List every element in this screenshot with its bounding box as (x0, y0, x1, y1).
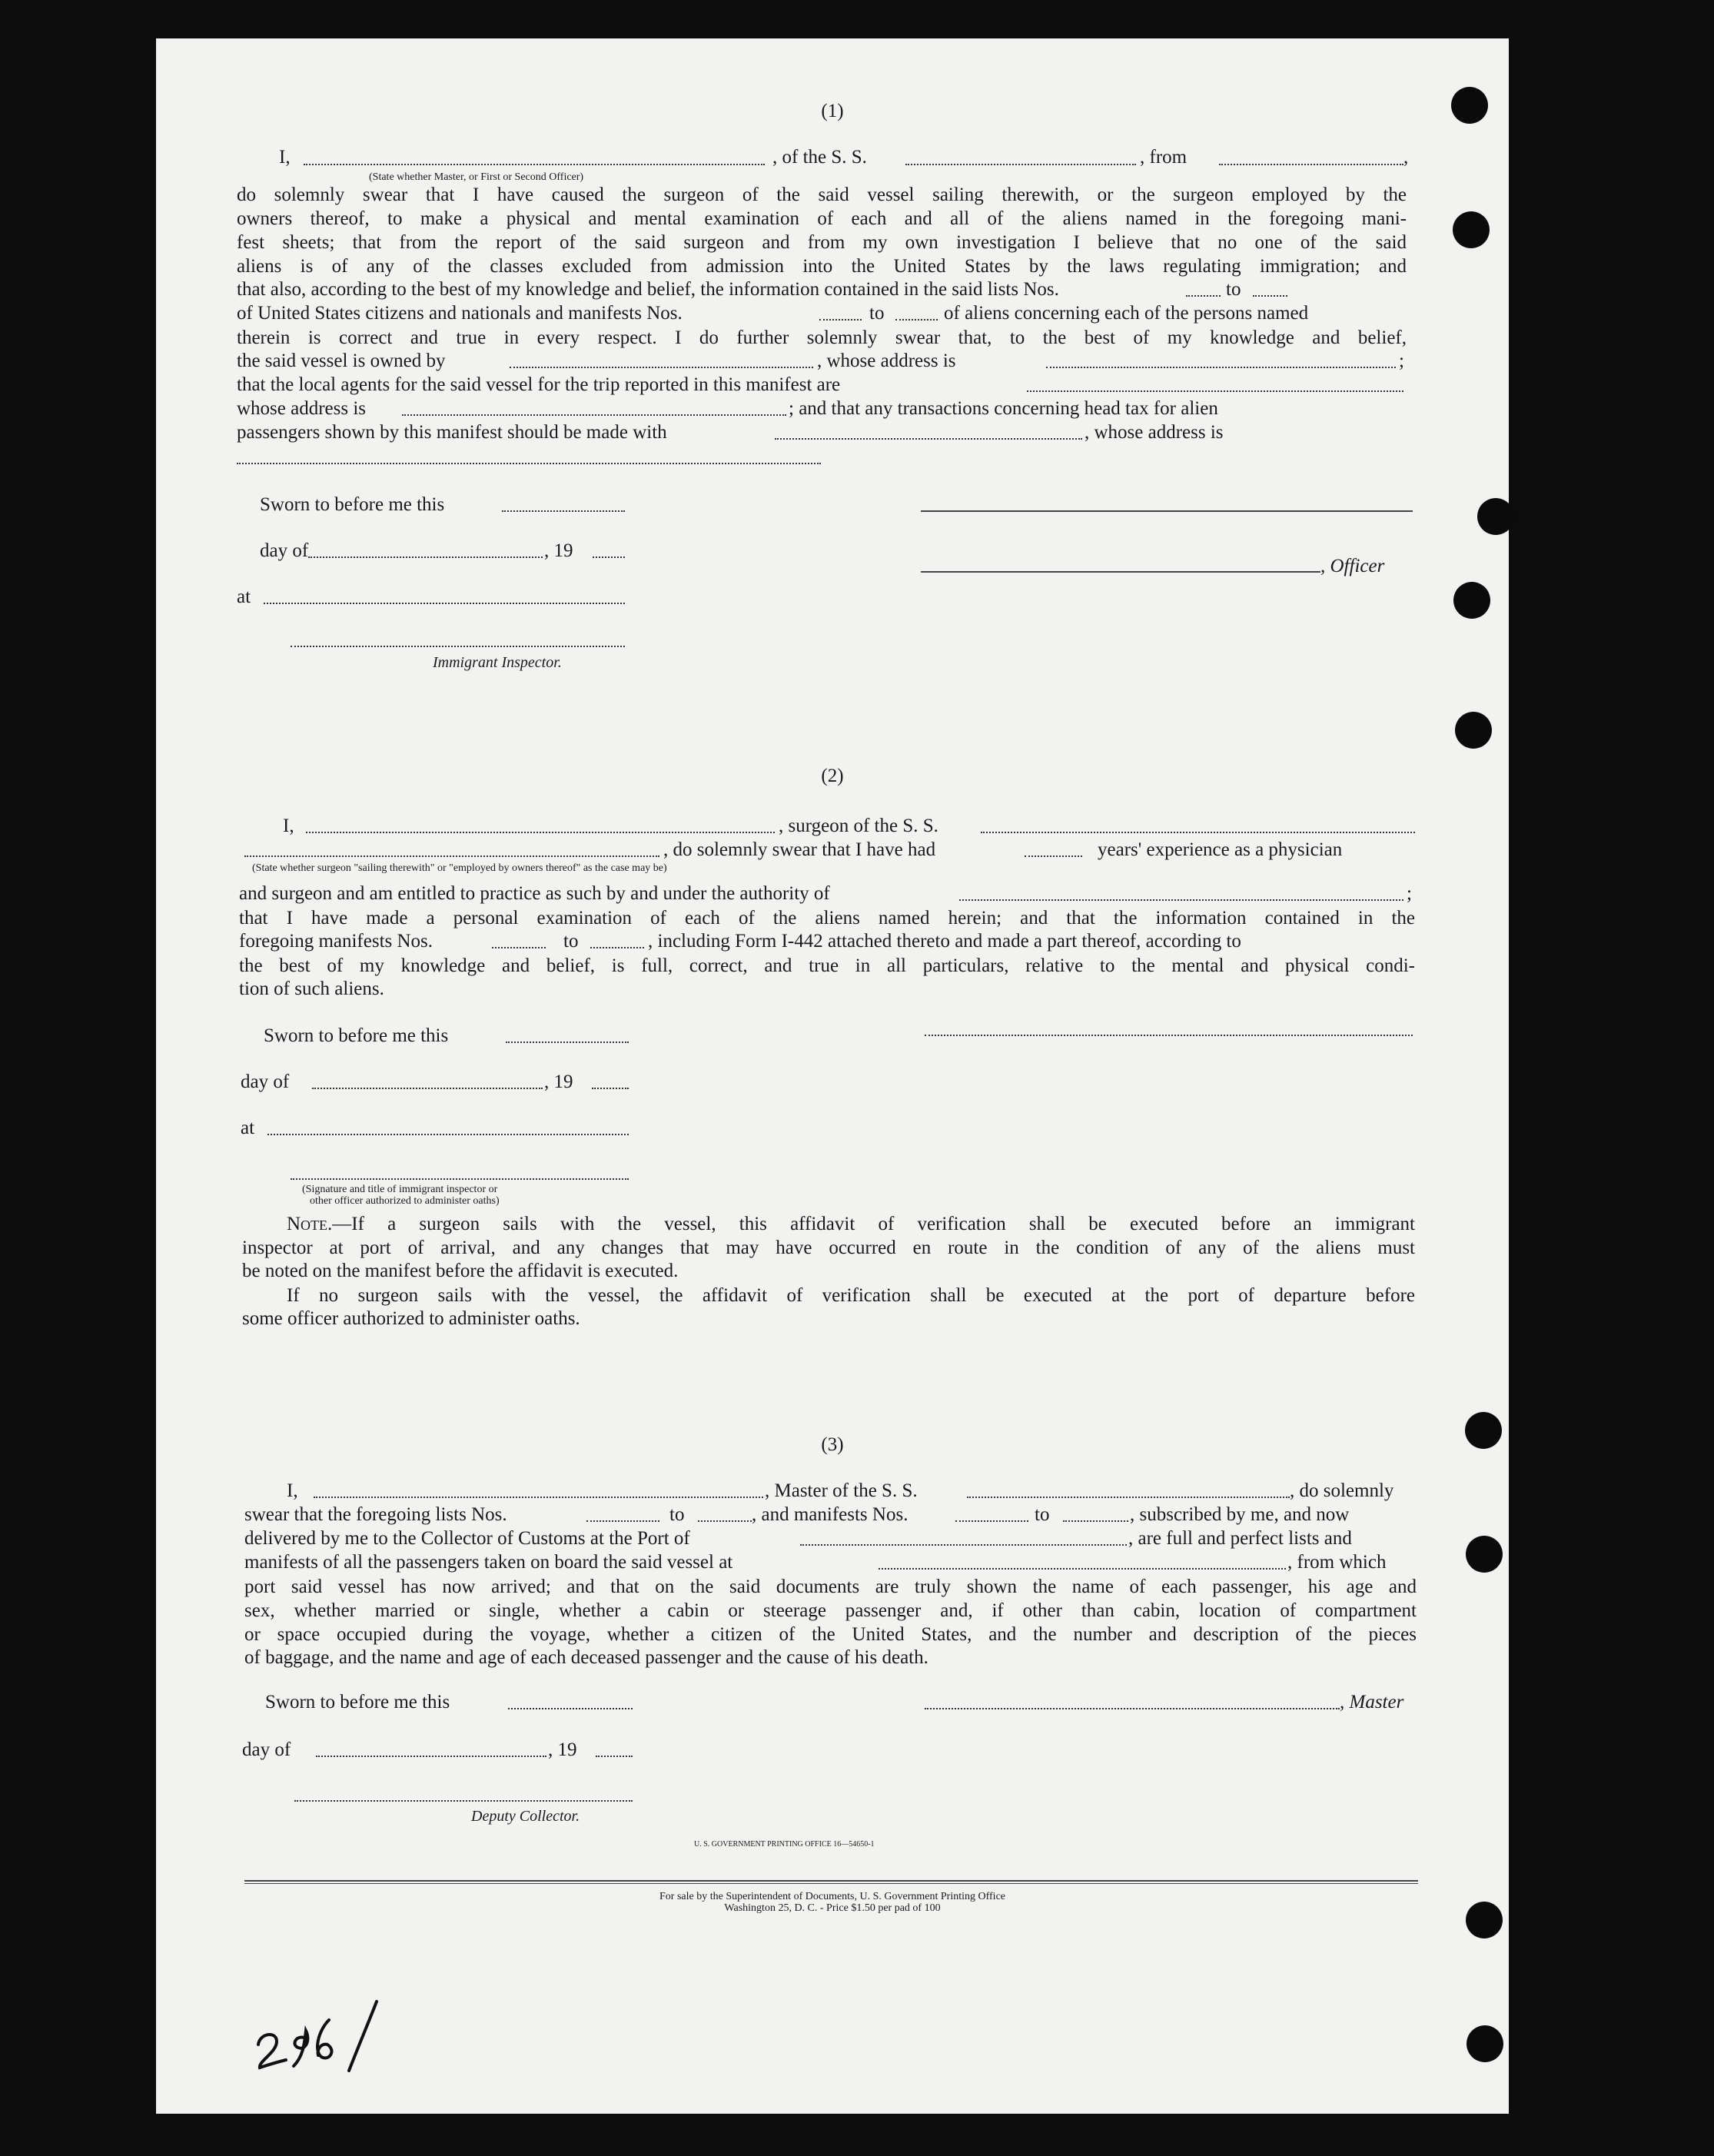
manifests-to-field-3[interactable] (1063, 1520, 1128, 1522)
years-experience-field[interactable] (1025, 855, 1082, 857)
swear-lists-label: swear that the foregoing lists Nos. (244, 1504, 507, 1525)
sale-line-2: Washington 25, D. C. - Price $1.50 per pad of 100 (724, 1902, 941, 1914)
day-of-label-3: day of (242, 1739, 291, 1760)
surgeon-line-4: the best of my knowledge and belief, is full, correct, and true in all particulars, relative to the mental and physical condi- (239, 955, 1415, 976)
footer-rule-2 (244, 1883, 1418, 1884)
ship-name-field-2[interactable] (981, 832, 1415, 833)
inspector-signature-line[interactable] (291, 646, 625, 647)
sworn-label-3: Sworn to before me this (265, 1692, 450, 1713)
month-field-3[interactable] (316, 1756, 546, 1757)
master-hint: (State whether Master, or First or Second Officer) (369, 171, 584, 183)
surgeon-of-label: , surgeon of the S. S. (779, 816, 938, 836)
section-3-number: (3) (821, 1434, 844, 1455)
note2-line-1: If no surgeon sails with the vessel, the affidavit of verification shall be executed at the port of departure before (287, 1285, 1415, 1306)
lists-from-field[interactable] (1186, 295, 1221, 297)
collector-label: Deputy Collector. (471, 1808, 580, 1825)
year-field-3[interactable] (596, 1756, 633, 1757)
surgeon-line-5: tion of such aliens. (239, 978, 384, 999)
head-tax-text: ; and that any transactions concerning head tax for alien (789, 398, 1218, 419)
master-name-field[interactable] (314, 1497, 763, 1498)
year-field-2[interactable] (592, 1088, 629, 1089)
agents-address-label: whose address is (237, 398, 367, 419)
boarding-port-field[interactable] (879, 1568, 1286, 1570)
at-place-field-2[interactable] (267, 1134, 629, 1135)
punch-hole (1451, 87, 1488, 124)
punch-hole (1465, 1412, 1502, 1449)
punch-hole (1466, 1902, 1503, 1938)
master-signature-line[interactable] (925, 1708, 1340, 1709)
sale-line-1: For sale by the Superintendent of Documents, U. S. Government Printing Office (659, 1891, 1005, 1902)
master-label: , Master (1340, 1692, 1404, 1713)
punch-hole (1453, 211, 1490, 248)
officer-title-line[interactable] (921, 571, 1320, 573)
lists-from-field-3[interactable] (586, 1520, 659, 1522)
note-line-1: Note.—If a surgeon sails with the vessel, this affidavit of verification shall be executed before an immigrant (287, 1214, 1415, 1234)
head-tax-agent-field[interactable] (775, 438, 1082, 440)
manifests-from-field-3[interactable] (955, 1520, 1028, 1522)
lists-to-field-3[interactable] (698, 1520, 752, 1522)
oath-line-2: owners thereof, to make a physical and mental examination of each and all of the aliens named in the foregoing mani- (237, 208, 1407, 229)
from-label: , from (1140, 147, 1188, 168)
owner-field[interactable] (510, 367, 813, 368)
handwritten-number (252, 1991, 383, 2079)
inspector-label: Immigrant Inspector. (433, 654, 562, 671)
note2-line-2: some officer authorized to administer oaths. (242, 1308, 580, 1329)
note-line-2: inspector at port of arrival, and any changes that may have occurred en route in the condition of any of the aliens must (242, 1237, 1415, 1258)
ship-name-field-3[interactable] (967, 1497, 1290, 1498)
day-of-label-2: day of (241, 1071, 290, 1092)
surgeon-manifests-to[interactable] (590, 947, 644, 948)
month-field-2[interactable] (312, 1088, 543, 1089)
section-2-i: I, (283, 816, 294, 836)
oath-line-7: therein is correct and true in every respect. I do further solemnly swear that, to the best of my knowledge and belief, (237, 327, 1407, 348)
manifests-from-field[interactable] (819, 319, 862, 321)
authority-field[interactable] (959, 899, 1403, 901)
from-port-field[interactable] (1219, 164, 1403, 165)
surgeon-hint: (State whether surgeon "sailing therewith" or "employed by owners thereof" as the case may be) (252, 862, 667, 874)
ship-name-field-1[interactable] (905, 164, 1136, 165)
sworn-date-field-2[interactable] (506, 1041, 629, 1043)
form-page: (1) I, (State whether Master, or First or Second Officer) , of the S. S. , from , do solemnly swear that I have caused the surgeon of the said vessel sailing therewith, or the surgeon employed by the owners thereof, to make a physical and mental examination of each and all of the aliens named in the foregoing mani- fest sheets; that from the report of the said surgeon and from my own investigation I believe that no one of the said aliens is of any of the classes excluded from admission into the United States by the laws regulating immigration; and that also, according to the best of my knowledge and belief, the information contained in the said lists Nos. to of United States citizens and nationals and manifests Nos. to of aliens concerning each of the persons named therein is correct and true in every respect. I do further solemnly swear that, to the best of my knowledge and belief, the said vessel is owned by , whose address is ; that the local agents for the said vessel for the trip reported in this manifest are whose address is ; and that any transactions concerning head tax for alien passengers shown by this manifest should be made with , whose address is Sworn to before me this day of , 19 , Officer at Immigrant Inspector. (2) I, , surgeon of the S. S. , do solemnly swear that I have had years' experience as a physician (State whether surgeon "sailing therewith" or "employed by owners thereof" as the case may be) and surgeon and am entitled to practice as such by and under the authority of ; that I have made a personal examination of each of the aliens named herein; and that the information contained in the foregoing manifests Nos. to , including Form I-442 attached thereto and made a part thereof, according to the best of my knowledge and belief, is full, correct, and true in all particulars, relative to the mental and physical condi- tion of such aliens. Sworn to before me this day of , 19 at (Signature and title of immigrant inspector or other officer authorized to administer oaths) Note.—If a surgeon sails with the vessel, this affidavit of verification shall be executed before an immigrant inspector at port of arrival, and any changes that may have occurred en route in the condition of any of the aliens must be noted on the manifest before the affidavit is executed. If no surgeon sails with the vessel, the affidavit of verification shall be executed at the port of departure before some officer authorized to administer oaths. (3) I, , Master of the S. S. , do solemnly swear that the foregoing lists Nos. to , and manifests Nos. to , subscribed by me, and now delivered by me to the Collector of Customs at the Port of , are full and perfect lists and manifests of all the passengers taken on board the said vessel at , from which port said vessel has now arrived; and that on the said documents are truly shown the name of each passenger, his age and sex, whether married or single, whether a cabin or steerage passenger and, if other than cabin, location of compartment or space occupied during the voyage, whether a citizen of the United States, and the number and description of the pieces of baggage, and the name and age of each deceased passenger and the cause of his death. Sworn to before me this , Master day of , 19 Deputy Collector. U. S. GOVERNMENT PRINTING OFFICE 16—54650-1 For sale by the Superintendent of Documents, U. S. Government Printing Office Washington 25, D. C. - Price $1.50 per pad of 100 (156, 38, 1509, 2114)
sig-note-2: other officer authorized to administer oaths) (310, 1195, 500, 1207)
oath-line-3: fest sheets; that from the report of the said surgeon and from my own investigation I believe that no one of the said (237, 232, 1407, 253)
surgeon-name-field[interactable] (306, 832, 775, 833)
surgeon-manifests-label: foregoing manifests Nos. (239, 931, 433, 952)
master-of-label: , Master of the S. S. (765, 1480, 918, 1501)
officer-name-field[interactable] (304, 164, 765, 165)
master-line-4: port said vessel has now arrived; and that on the said documents are truly shown the name of each passenger, his age and (244, 1576, 1417, 1597)
head-tax-label: passengers shown by this manifest should be made with (237, 422, 667, 443)
sworn-label-1: Sworn to before me this (260, 494, 445, 515)
section-3-i: I, (287, 1480, 298, 1501)
head-tax-address-field[interactable] (237, 463, 821, 464)
lists-to-field[interactable] (1253, 295, 1287, 297)
master-line-6: or space occupied during the voyage, whether a citizen of the United States, and the number and description of the pieces (244, 1624, 1417, 1645)
years-swear-text: , do solemnly swear that I have had (663, 839, 936, 860)
surgeon-status-field[interactable] (244, 855, 659, 857)
sworn-label-2: Sworn to before me this (264, 1025, 449, 1046)
section-2-number: (2) (821, 766, 844, 786)
of-ss-label: , of the S. S. (772, 147, 867, 168)
years-label: years' experience as a physician (1098, 839, 1343, 860)
section-1-i: I, (279, 147, 291, 168)
footer-rule-1 (244, 1880, 1418, 1882)
at-label-2: at (241, 1118, 255, 1138)
day-of-label-1: day of (260, 540, 309, 561)
port-of-field[interactable] (800, 1544, 1127, 1546)
master-line-7: of baggage, and the name and age of each deceased passenger and the cause of his death. (244, 1647, 928, 1668)
surgeon-line-2: that I have made a personal examination of each of the aliens named herein; and that the information contained in the (239, 908, 1415, 929)
oath-line-4: aliens is of any of the classes excluded from admission into the United States by the laws regulating immigration; and (237, 256, 1407, 277)
agents-address-field[interactable] (402, 414, 786, 416)
officer-signature-line[interactable] (921, 510, 1413, 512)
at-place-field-1[interactable] (264, 603, 625, 604)
oath-line-5: that also, according to the best of my knowledge and belief, the information contained in the said lists Nos. (237, 279, 1059, 300)
oath-line-6: of United States citizens and nationals and manifests Nos. (237, 303, 683, 324)
oath-line-1: do solemnly swear that I have caused the surgeon of the said vessel sailing therewith, or the surgeon employed by the (237, 184, 1407, 205)
punch-hole (1466, 1536, 1503, 1573)
surgeon-signature-line[interactable] (925, 1035, 1413, 1036)
punch-hole (1453, 582, 1490, 619)
local-agents-label: that the local agents for the said vessel for the trip reported in this manifest are (237, 374, 841, 395)
form-i442-text: , including Form I-442 attached thereto and made a part thereof, according to (648, 931, 1241, 952)
authority-label: and surgeon and am entitled to practice as such by and under the authority of (239, 883, 830, 904)
note-line-3: be noted on the manifest before the affidavit is executed. (242, 1261, 679, 1281)
manifests-to-field[interactable] (895, 319, 938, 321)
owner-address-field[interactable] (1046, 367, 1396, 368)
year-field-1[interactable] (593, 556, 625, 558)
note-label: Note. (287, 1214, 333, 1234)
collector-signature-line[interactable] (294, 1800, 633, 1802)
punch-hole (1467, 2025, 1503, 2062)
month-field-1[interactable] (308, 556, 543, 558)
sworn-date-field-3[interactable] (508, 1708, 633, 1709)
surgeon-manifests-from[interactable] (492, 947, 546, 948)
sworn-date-field-1[interactable] (502, 510, 625, 512)
local-agents-field[interactable] (1027, 390, 1403, 392)
oath-officer-signature-line[interactable] (291, 1178, 629, 1180)
punch-hole (1455, 712, 1492, 749)
gpo-code: U. S. GOVERNMENT PRINTING OFFICE 16—54650-1 (694, 1840, 875, 1849)
aliens-concerning-text: of aliens concerning each of the persons named (944, 303, 1309, 324)
officer-label: , Officer (1320, 556, 1385, 576)
owned-by-label: the said vessel is owned by (237, 350, 446, 371)
punch-hole (1477, 498, 1514, 535)
at-label-1: at (237, 586, 251, 607)
passengers-boarded-label: manifests of all the passengers taken on board the said vessel at (244, 1552, 733, 1573)
section-1-number: (1) (821, 101, 844, 121)
sig-note-1: (Signature and title of immigrant inspector or (302, 1184, 498, 1195)
master-line-5: sex, whether married or single, whether a cabin or steerage passenger and, if other than cabin, location of compartment (244, 1600, 1417, 1621)
collector-port-label: delivered by me to the Collector of Customs at the Port of (244, 1528, 690, 1549)
